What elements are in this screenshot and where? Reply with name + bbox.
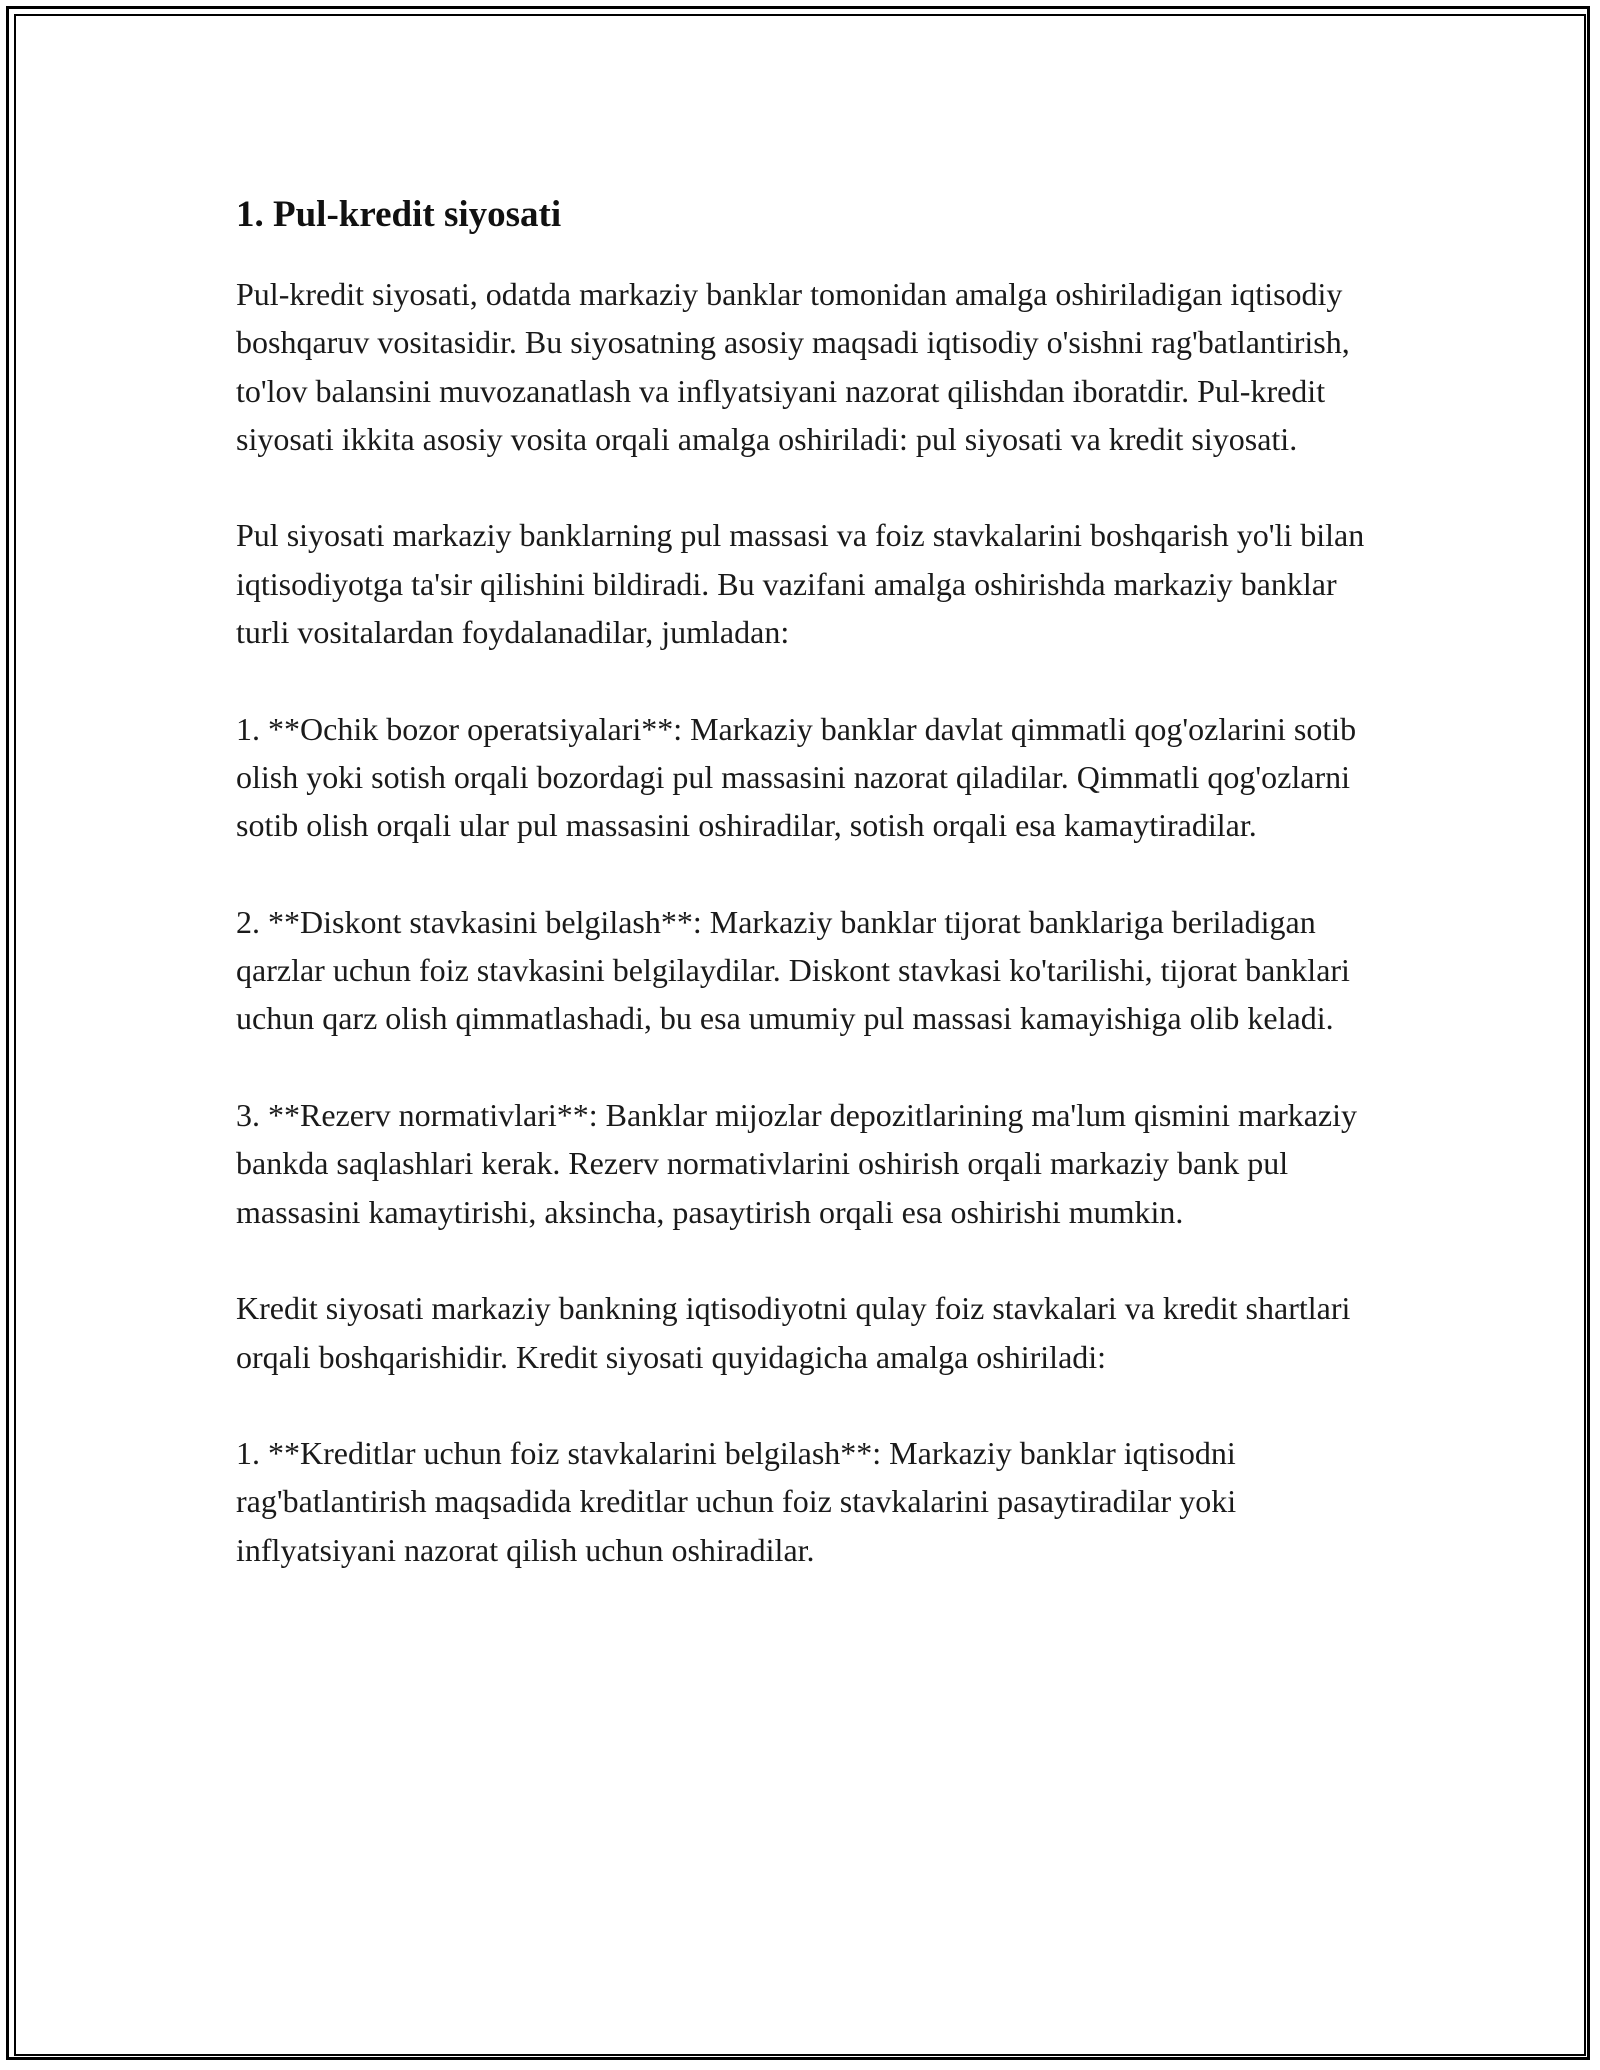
list-item-diskont-stavkasi: 2. **Diskont stavkasini belgilash**: Markaziy banklar tijorat banklariga beriladigan qarzlar uchun foiz stavkasini belgilaydilar. Diskont stavkasi ko'tarilishi, tijorat banklari uchun qarz olish qimmatlashadi, bu esa umumiy pul massasi kamayishiga olib keladi.	[236, 903, 1350, 1037]
paragraph-kredit-siyosati: Kredit siyosati markaziy bankning iqtisodiyotni qulay foiz stavkalari va kredit shartlari orqali boshqarishidir. Kredit siyosati quyidagicha amalga oshiriladi:	[236, 1290, 1351, 1375]
document-body	[236, 190, 1386, 1622]
document-title: 1. Pul-kredit siyosati	[236, 194, 562, 235]
list-item-ochik-bozor: 1. **Ochik bozor operatsiyalari**: Markaziy banklar davlat qimmatli qog'ozlarini sotib olish yoki sotish orqali bozordagi pul massasini nazorat qiladilar. Qimmatli qog'ozlarni sotib olish orqali ular pul massasini oshiradilar, sotish orqali esa kamaytiradilar.	[236, 710, 1357, 844]
list-item-rezerv-normativlari: 3. **Rezerv normativlari**: Banklar mijozlar depozitlarining ma'lum qismini markaziy bankda saqlashlari kerak. Rezerv normativlarini oshirish orqali markaziy bank pul massasini kamaytirishi, aksincha, pasaytirish orqali esa oshirishi mumkin.	[236, 1097, 1358, 1230]
paragraph-pul-siyosati: Pul siyosati markaziy banklarning pul massasi va foiz stavkalarini boshqarish yo'li bilan iqtisodiyotga ta'sir qilishini bildiradi. Bu vazifani amalga oshirishda markaziy banklar turli vositalardan foydalanadilar, jumladan:	[236, 517, 1365, 651]
paragraph-intro: Pul-kredit siyosati, odatda markaziy banklar tomonidan amalga oshiriladigan iqtisodiy boshqaruv vositasidir. Bu siyosatning asosiy maqsadi iqtisodiy o'sishni rag'batlantirish, to'lov balansini muvozanatlash va inflyatsiyani nazorat qilishdan iboratdir. Pul-kredit siyosati ikkita asosiy vosita orqali amalga oshiriladi: pul siyosati va kredit siyosati.	[236, 276, 1350, 457]
list-item-kredit-foiz: 1. **Kreditlar uchun foiz stavkalarini belgilash**: Markaziy banklar iqtisodni rag'batlantirish maqsadida kreditlar uchun foiz stavkalarini pasaytiradilar yoki inflyatsiyani nazorat qilish uchun oshiradilar.	[236, 1435, 1237, 1568]
